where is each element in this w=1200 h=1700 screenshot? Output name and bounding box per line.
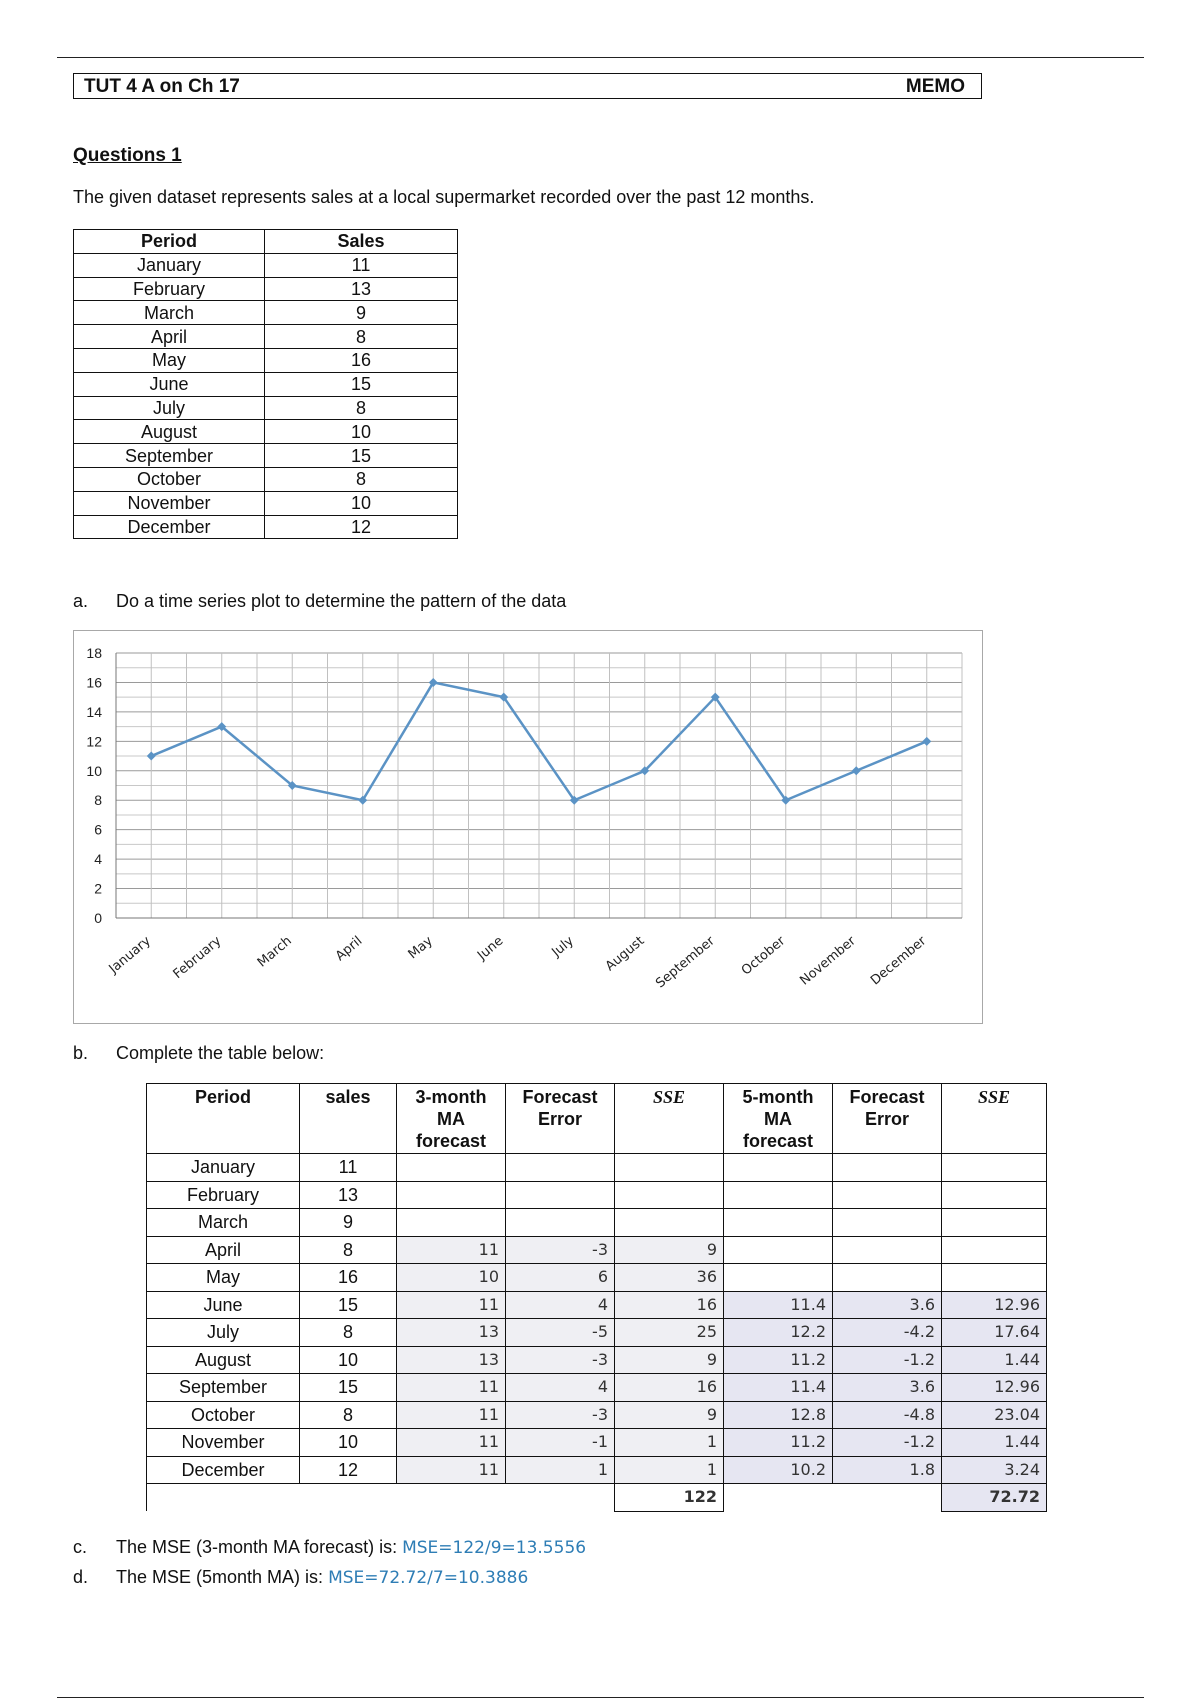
ma-cell-error5: -1.2 (833, 1346, 942, 1374)
x-tick-label: May (405, 933, 436, 963)
part-b (73, 1043, 324, 1064)
ma-cell-sales: 11 (300, 1154, 397, 1182)
y-tick-label: 8 (94, 792, 102, 809)
sales-cell-period: January (74, 253, 265, 277)
ma-header-sse-5: SSE (942, 1084, 1047, 1154)
question-title: Questions 1 (73, 145, 182, 166)
x-tick-label: April (332, 933, 366, 965)
ma-cell-ma3: 11 (397, 1374, 506, 1402)
y-tick-label: 2 (94, 880, 102, 897)
ma-cell-period: October (147, 1401, 300, 1429)
sales-cell-sales: 8 (265, 467, 458, 491)
ma-cell-error3 (506, 1181, 615, 1209)
ma-cell-sales: 8 (300, 1319, 397, 1347)
y-tick-label: 6 (94, 821, 102, 838)
sales-row (74, 444, 458, 468)
ma-cell-sse3: 9 (615, 1346, 724, 1374)
ma-cell-period: January (147, 1154, 300, 1182)
sales-row (74, 348, 458, 372)
totals-blank (833, 1484, 942, 1512)
ma-cell-sse3: 16 (615, 1374, 724, 1402)
ma-cell-sse5: 1.44 (942, 1429, 1047, 1457)
x-tick-label: January (106, 933, 154, 977)
ma-cell-sales: 16 (300, 1264, 397, 1292)
ma-cell-ma5 (724, 1181, 833, 1209)
part-d-label: d. (73, 1567, 89, 1587)
ma-cell-error5: 3.6 (833, 1374, 942, 1402)
part-c-answer: MSE=122/9=13.5556 (402, 1538, 587, 1558)
ma-row (147, 1374, 1047, 1402)
ma-cell-sales: 8 (300, 1401, 397, 1429)
sales-row (74, 491, 458, 515)
ma-cell-error5: 3.6 (833, 1291, 942, 1319)
part-a (73, 591, 566, 612)
ma-totals-row (147, 1484, 1047, 1512)
part-a-label: a. (73, 591, 89, 611)
ma-cell-period: August (147, 1346, 300, 1374)
ma-header-sse-3: SSE (615, 1084, 724, 1154)
x-tick-label: March (254, 933, 295, 971)
sales-header-sales: Sales (265, 230, 458, 254)
ma-cell-ma3 (397, 1209, 506, 1237)
sales-cell-sales: 12 (265, 515, 458, 539)
ma-cell-sse5 (942, 1236, 1047, 1264)
ma-cell-error5 (833, 1209, 942, 1237)
ma-row (147, 1346, 1047, 1374)
sales-row (74, 277, 458, 301)
sales-cell-period: June (74, 372, 265, 396)
ma-row (147, 1291, 1047, 1319)
ma-cell-ma5: 11.4 (724, 1291, 833, 1319)
sales-cell-sales: 16 (265, 348, 458, 372)
y-tick-label: 0 (94, 910, 102, 926)
ma-row (147, 1429, 1047, 1457)
y-tick-label: 4 (94, 851, 102, 868)
ma-cell-ma3: 11 (397, 1401, 506, 1429)
part-a-text: Do a time series plot to determine the pattern of the data (116, 591, 567, 611)
sales-cell-period: August (74, 420, 265, 444)
sales-cell-period: March (74, 301, 265, 325)
ma-row (147, 1154, 1047, 1182)
ma-cell-sse3: 9 (615, 1236, 724, 1264)
ma-cell-sse3: 36 (615, 1264, 724, 1292)
data-point (147, 752, 156, 761)
sales-cell-sales: 10 (265, 491, 458, 515)
sales-header-period: Period (74, 230, 265, 254)
y-tick-label: 10 (86, 762, 102, 779)
part-c-text: The MSE (3-month MA forecast) is: (116, 1537, 403, 1557)
y-tick-label: 12 (86, 733, 102, 750)
sales-cell-sales: 11 (265, 253, 458, 277)
data-point (922, 737, 931, 746)
sales-cell-period: May (74, 348, 265, 372)
ma-cell-period: December (147, 1456, 300, 1484)
ma-header-5ma: 5-month MA forecast (724, 1084, 833, 1154)
ma-cell-sse3: 1 (615, 1456, 724, 1484)
sales-row (74, 325, 458, 349)
moving-average-table (146, 1083, 1047, 1512)
ma-cell-error5: 1.8 (833, 1456, 942, 1484)
x-tick-label: December (868, 933, 930, 989)
ma-cell-sales: 8 (300, 1236, 397, 1264)
sales-cell-period: December (74, 515, 265, 539)
sales-cell-sales: 13 (265, 277, 458, 301)
ma-cell-ma3 (397, 1154, 506, 1182)
ma-cell-ma3: 13 (397, 1346, 506, 1374)
ma-header-3ma: 3-month MA forecast (397, 1084, 506, 1154)
ma-header-error-3: Forecast Error (506, 1084, 615, 1154)
ma-cell-period: May (147, 1264, 300, 1292)
sales-cell-period: September (74, 444, 265, 468)
y-tick-label: 18 (86, 645, 102, 661)
ma-cell-error3 (506, 1209, 615, 1237)
ma-cell-ma5 (724, 1209, 833, 1237)
sales-cell-sales: 10 (265, 420, 458, 444)
header-box (73, 73, 982, 99)
ma-cell-sse5 (942, 1264, 1047, 1292)
ma-header-period: Period (147, 1084, 300, 1154)
ma-cell-error3: -1 (506, 1429, 615, 1457)
ma-cell-error5 (833, 1264, 942, 1292)
sales-row (74, 253, 458, 277)
part-b-label: b. (73, 1043, 89, 1063)
bottom-rule (57, 1697, 1144, 1698)
ma-cell-error3: 4 (506, 1374, 615, 1402)
ma-cell-sse5 (942, 1181, 1047, 1209)
x-tick-label: June (474, 933, 507, 964)
x-tick-label: February (170, 933, 225, 983)
ma-cell-error5 (833, 1154, 942, 1182)
sales-cell-period: October (74, 467, 265, 491)
ma-cell-ma3 (397, 1181, 506, 1209)
ma-cell-sse3: 1 (615, 1429, 724, 1457)
sales-cell-period: July (74, 396, 265, 420)
ma-cell-sse5: 12.96 (942, 1291, 1047, 1319)
totals-blank (300, 1484, 397, 1512)
ma-cell-ma3: 11 (397, 1456, 506, 1484)
ma-cell-error3: -3 (506, 1401, 615, 1429)
ma-cell-sales: 10 (300, 1429, 397, 1457)
intro-text: The given dataset represents sales at a local supermarket recorded over the past 12 months. (73, 187, 815, 207)
ma-cell-error5 (833, 1236, 942, 1264)
totals-blank (147, 1484, 300, 1512)
total-sse-5: 72.72 (942, 1484, 1047, 1512)
ma-cell-sales: 13 (300, 1181, 397, 1209)
ma-cell-ma5 (724, 1236, 833, 1264)
ma-cell-error3 (506, 1154, 615, 1182)
ma-cell-sse5: 17.64 (942, 1319, 1047, 1347)
ma-cell-sse3 (615, 1154, 724, 1182)
ma-cell-error3: -3 (506, 1236, 615, 1264)
ma-cell-period: April (147, 1236, 300, 1264)
y-tick-label: 16 (86, 674, 102, 691)
x-tick-label: August (602, 933, 648, 975)
sales-cell-period: April (74, 325, 265, 349)
ma-cell-error3: -3 (506, 1346, 615, 1374)
header-memo: MEMO (905, 76, 965, 97)
sales-row (74, 301, 458, 325)
x-tick-label: October (738, 933, 789, 979)
part-c (73, 1537, 586, 1558)
ma-cell-error5: -4.8 (833, 1401, 942, 1429)
ma-cell-sse3 (615, 1181, 724, 1209)
ma-cell-period: July (147, 1319, 300, 1347)
ma-row (147, 1264, 1047, 1292)
ma-cell-ma3: 10 (397, 1264, 506, 1292)
sales-cell-period: November (74, 491, 265, 515)
ma-cell-error3: 1 (506, 1456, 615, 1484)
ma-cell-sales: 12 (300, 1456, 397, 1484)
x-tick-label: November (797, 933, 859, 989)
ma-cell-sse5: 3.24 (942, 1456, 1047, 1484)
ma-cell-error5: -1.2 (833, 1429, 942, 1457)
totals-blank (506, 1484, 615, 1512)
ma-row (147, 1236, 1047, 1264)
ma-cell-sse5 (942, 1209, 1047, 1237)
sales-cell-sales: 15 (265, 372, 458, 396)
ma-cell-ma5 (724, 1154, 833, 1182)
totals-blank (397, 1484, 506, 1512)
sales-row (74, 515, 458, 539)
ma-cell-error3: -5 (506, 1319, 615, 1347)
x-tick-label: July (549, 933, 577, 961)
ma-cell-error5 (833, 1181, 942, 1209)
sales-cell-sales: 8 (265, 396, 458, 420)
ma-row (147, 1319, 1047, 1347)
ma-cell-sse3: 25 (615, 1319, 724, 1347)
ma-header-error-5: Forecast Error (833, 1084, 942, 1154)
ma-cell-sales: 10 (300, 1346, 397, 1374)
ma-cell-sse5: 12.96 (942, 1374, 1047, 1402)
ma-row (147, 1456, 1047, 1484)
ma-row (147, 1401, 1047, 1429)
ma-cell-ma5: 11.4 (724, 1374, 833, 1402)
part-c-label: c. (73, 1537, 88, 1557)
sales-cell-period: February (74, 277, 265, 301)
ma-cell-sse5: 1.44 (942, 1346, 1047, 1374)
sales-row (74, 467, 458, 491)
ma-cell-ma5: 12.2 (724, 1319, 833, 1347)
time-series-chart (73, 630, 983, 1024)
y-tick-label: 14 (86, 703, 102, 720)
ma-cell-sales: 15 (300, 1374, 397, 1402)
ma-cell-sse5: 23.04 (942, 1401, 1047, 1429)
chart-svg (74, 631, 981, 1022)
top-rule (57, 57, 1144, 58)
ma-cell-period: March (147, 1209, 300, 1237)
totals-blank (724, 1484, 833, 1512)
ma-cell-ma3: 11 (397, 1236, 506, 1264)
ma-cell-period: June (147, 1291, 300, 1319)
ma-cell-ma5 (724, 1264, 833, 1292)
sales-cell-sales: 8 (265, 325, 458, 349)
part-b-text: Complete the table below: (116, 1043, 325, 1063)
ma-cell-error3: 4 (506, 1291, 615, 1319)
sales-row (74, 396, 458, 420)
ma-row (147, 1209, 1047, 1237)
ma-cell-error3: 6 (506, 1264, 615, 1292)
ma-cell-ma3: 13 (397, 1319, 506, 1347)
ma-cell-ma3: 11 (397, 1291, 506, 1319)
part-d-text: The MSE (5month MA) is: (116, 1567, 329, 1587)
ma-cell-sales: 9 (300, 1209, 397, 1237)
ma-cell-period: November (147, 1429, 300, 1457)
ma-cell-sse3: 16 (615, 1291, 724, 1319)
ma-cell-sse3: 9 (615, 1401, 724, 1429)
sales-cell-sales: 9 (265, 301, 458, 325)
sales-table (73, 229, 458, 539)
ma-cell-sales: 15 (300, 1291, 397, 1319)
ma-cell-ma5: 11.2 (724, 1346, 833, 1374)
part-d-answer: MSE=72.72/7=10.3886 (328, 1568, 529, 1588)
ma-header-sales: sales (300, 1084, 397, 1154)
ma-cell-sse5 (942, 1154, 1047, 1182)
part-d (73, 1567, 528, 1588)
sales-cell-sales: 15 (265, 444, 458, 468)
ma-row (147, 1181, 1047, 1209)
ma-cell-ma5: 12.8 (724, 1401, 833, 1429)
ma-cell-ma5: 10.2 (724, 1456, 833, 1484)
ma-cell-ma3: 11 (397, 1429, 506, 1457)
ma-cell-ma5: 11.2 (724, 1429, 833, 1457)
ma-cell-period: September (147, 1374, 300, 1402)
ma-cell-sse3 (615, 1209, 724, 1237)
x-tick-label: September (653, 933, 718, 992)
sales-row (74, 420, 458, 444)
data-point (852, 766, 861, 775)
ma-cell-period: February (147, 1181, 300, 1209)
header-title: TUT 4 A on Ch 17 (84, 76, 240, 97)
total-sse-3: 122 (615, 1484, 724, 1512)
sales-row (74, 372, 458, 396)
ma-cell-error5: -4.2 (833, 1319, 942, 1347)
